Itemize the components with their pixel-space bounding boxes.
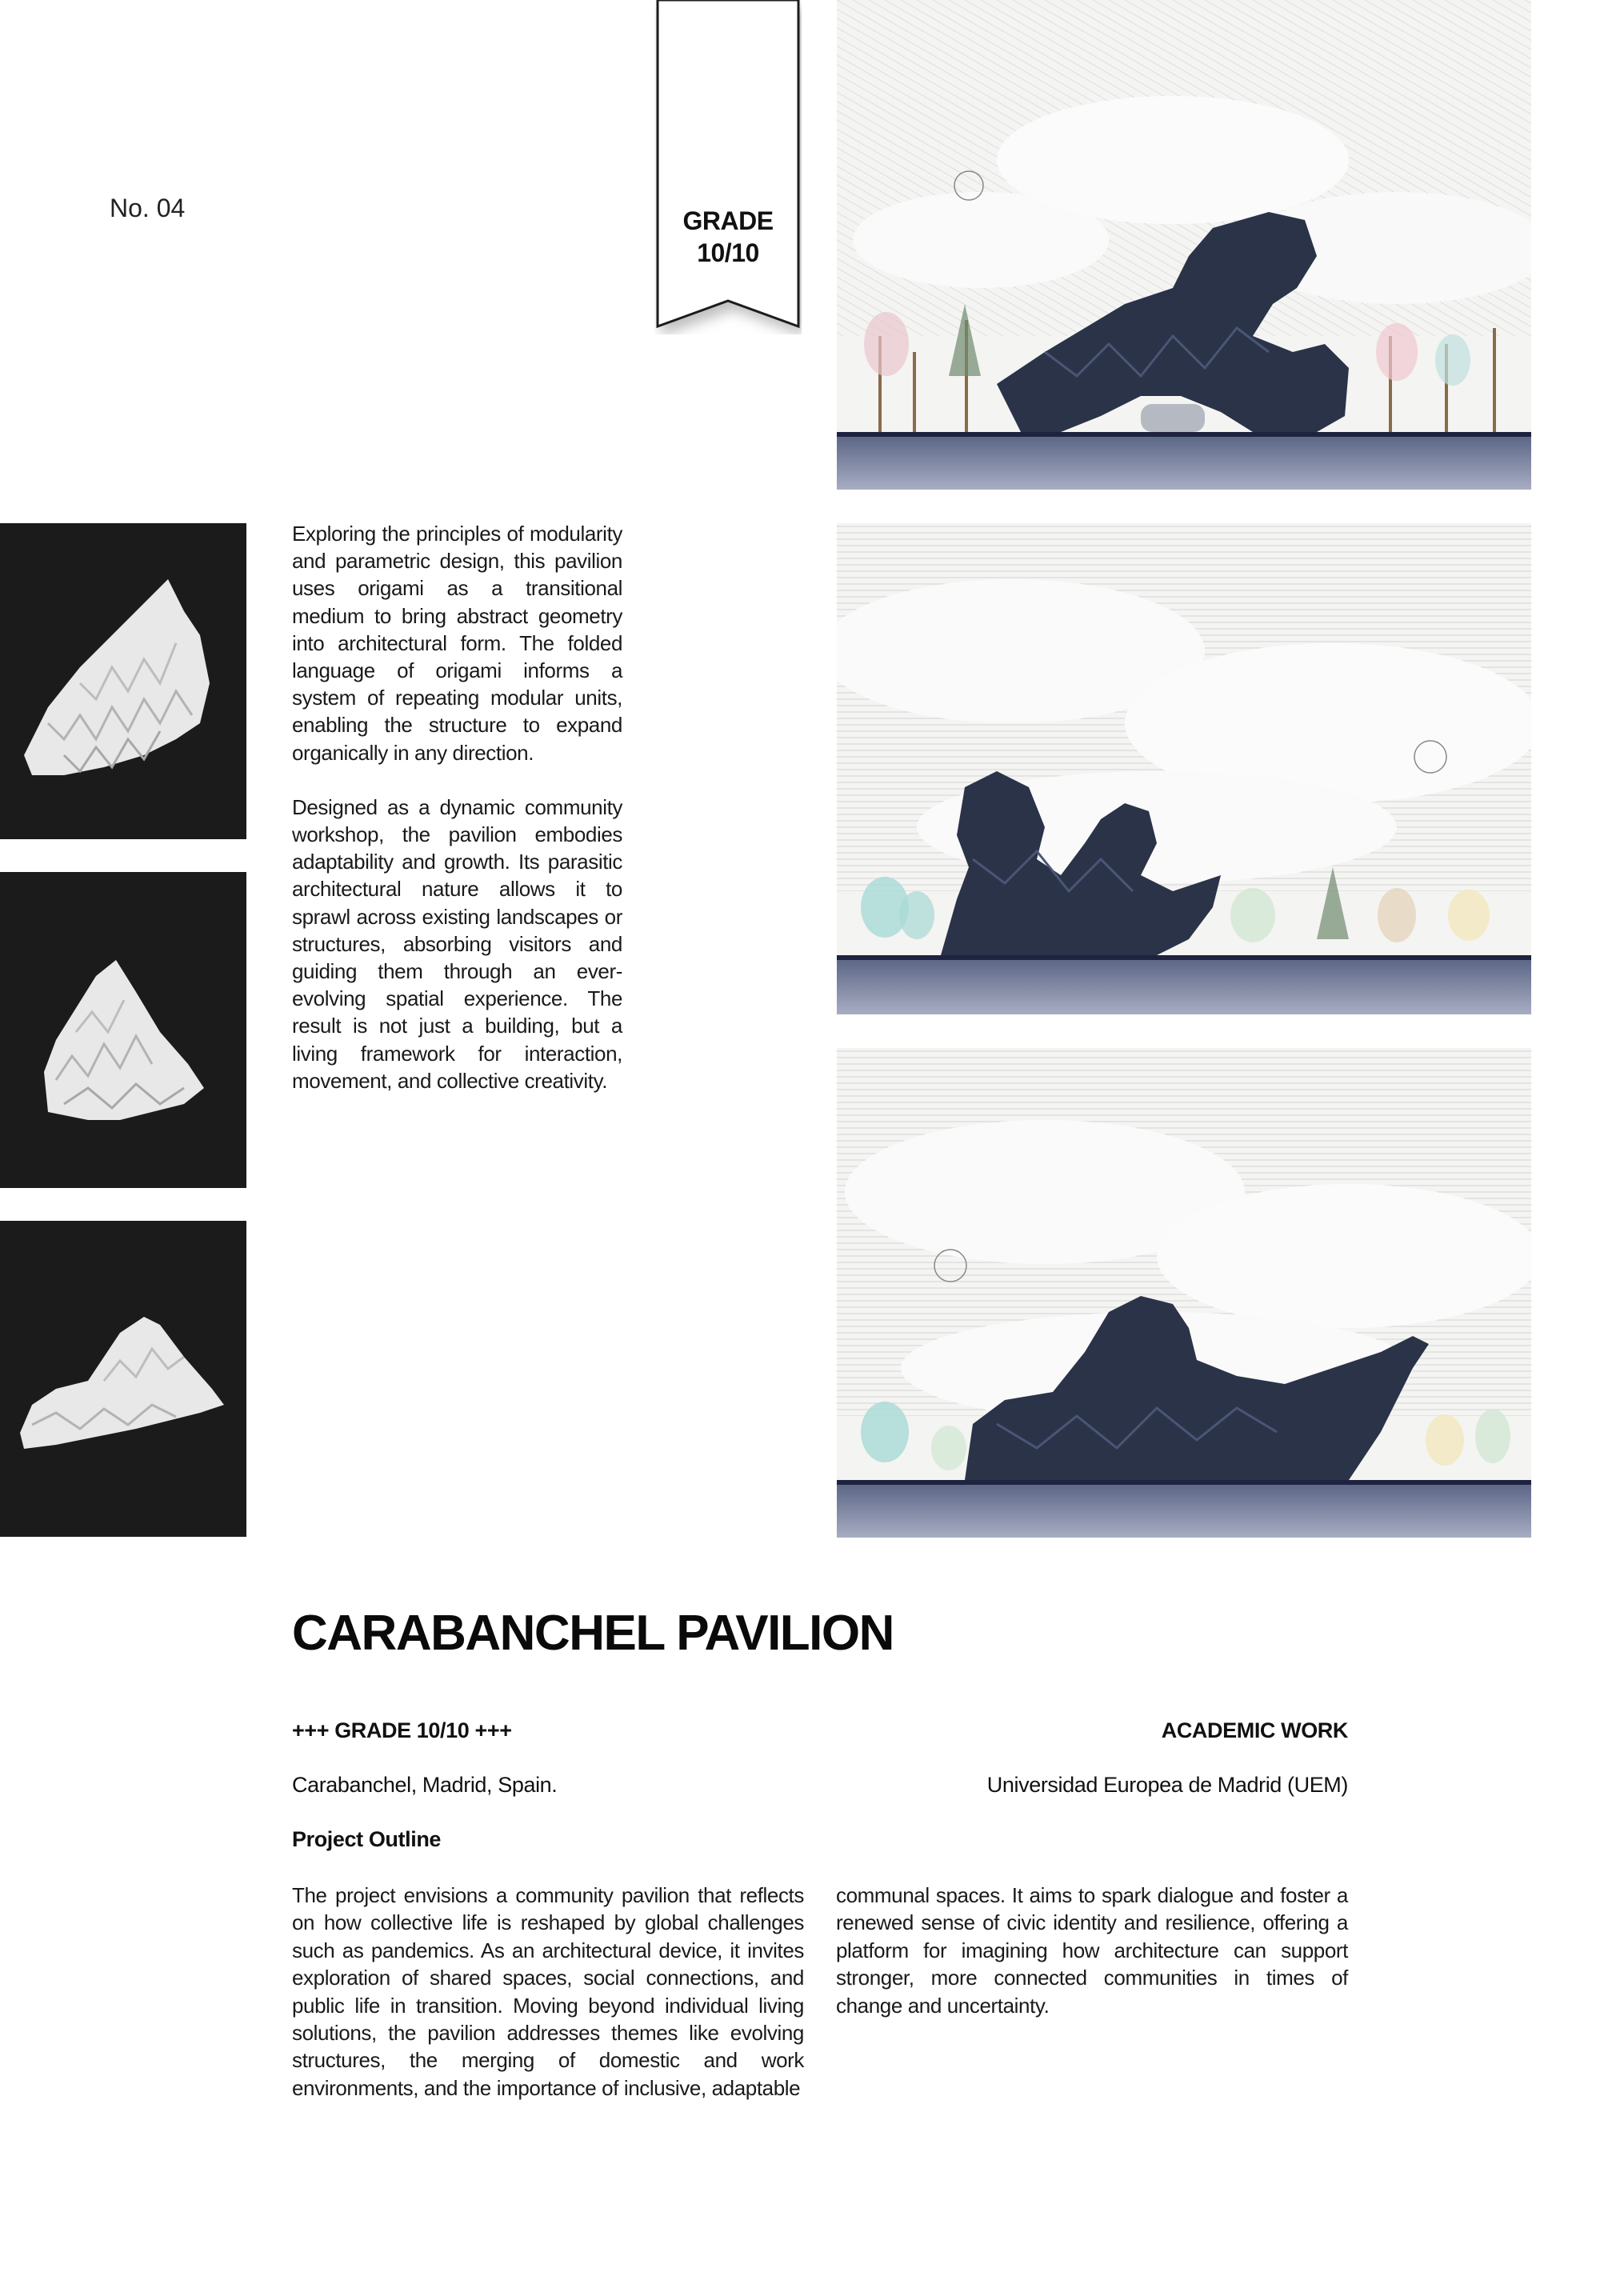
origami-model-panel-1 bbox=[0, 523, 246, 839]
project-category: ACADEMIC WORK bbox=[1161, 1718, 1348, 1742]
ribbon-shape bbox=[654, 0, 802, 334]
grade-label-line1: GRADE bbox=[682, 206, 774, 235]
grade-ribbon bbox=[654, 0, 802, 334]
outline-heading: Project Outline bbox=[292, 1827, 442, 1851]
project-description bbox=[292, 520, 622, 1122]
description-paragraph-1: Exploring the principles of modularity and parametric design, this pavilion uses origami as a transitional medium to bring abstract geometry into architectural form. The folded language of origami informs a system of repeating modular units, enabling the structure to expand organically in any direction. bbox=[292, 522, 622, 765]
outline-column-2: communal spaces. It aims to spark dialogue and foster a renewed sense of civic identity and resilience, offering a platform for imagining how architecture can support stronger, more connected communities in times of change and uncertainty. bbox=[836, 1883, 1348, 2018]
origami-model-panel-2 bbox=[0, 872, 246, 1188]
grade-label bbox=[654, 205, 802, 269]
project-location: Carabanchel, Madrid, Spain. bbox=[292, 1773, 558, 1797]
outline-column-1: The project envisions a community pavilion that reflects on how collective life is reshaped by global challenges such as pandemics. As an architectural device, it invites exploration of shared spaces, social connections, and public life in transition. Moving beyond individual living solutions, the pavilion addresses themes like evolving structures, the merging of domestic and work environments, and the importance of inclusive, adaptable bbox=[292, 1883, 804, 2100]
page-number: No. 04 bbox=[110, 194, 186, 222]
elevation-render-2 bbox=[837, 523, 1531, 1014]
project-title: CARABANCHEL PAVILION bbox=[292, 1606, 894, 1661]
elevation-render-3 bbox=[837, 1048, 1531, 1538]
origami-model-panel-3 bbox=[0, 1221, 246, 1537]
description-paragraph-2: Designed as a dynamic community workshop, the pavilion embodies adaptability and growth. Its parasitic architectural nature allows it to sprawl across existing landscapes or structures, absorbing visitors and guiding them through an ever-evolving spatial experience. The result is not just a building, but a living framework for interaction, movement, and collective creativity. bbox=[292, 794, 622, 1093]
grade-label-line2: 10/10 bbox=[697, 238, 759, 267]
project-institution: Universidad Europea de Madrid (UEM) bbox=[986, 1773, 1348, 1797]
elevation-render-1 bbox=[837, 0, 1531, 490]
project-grade: +++ GRADE 10/10 +++ bbox=[292, 1718, 512, 1742]
